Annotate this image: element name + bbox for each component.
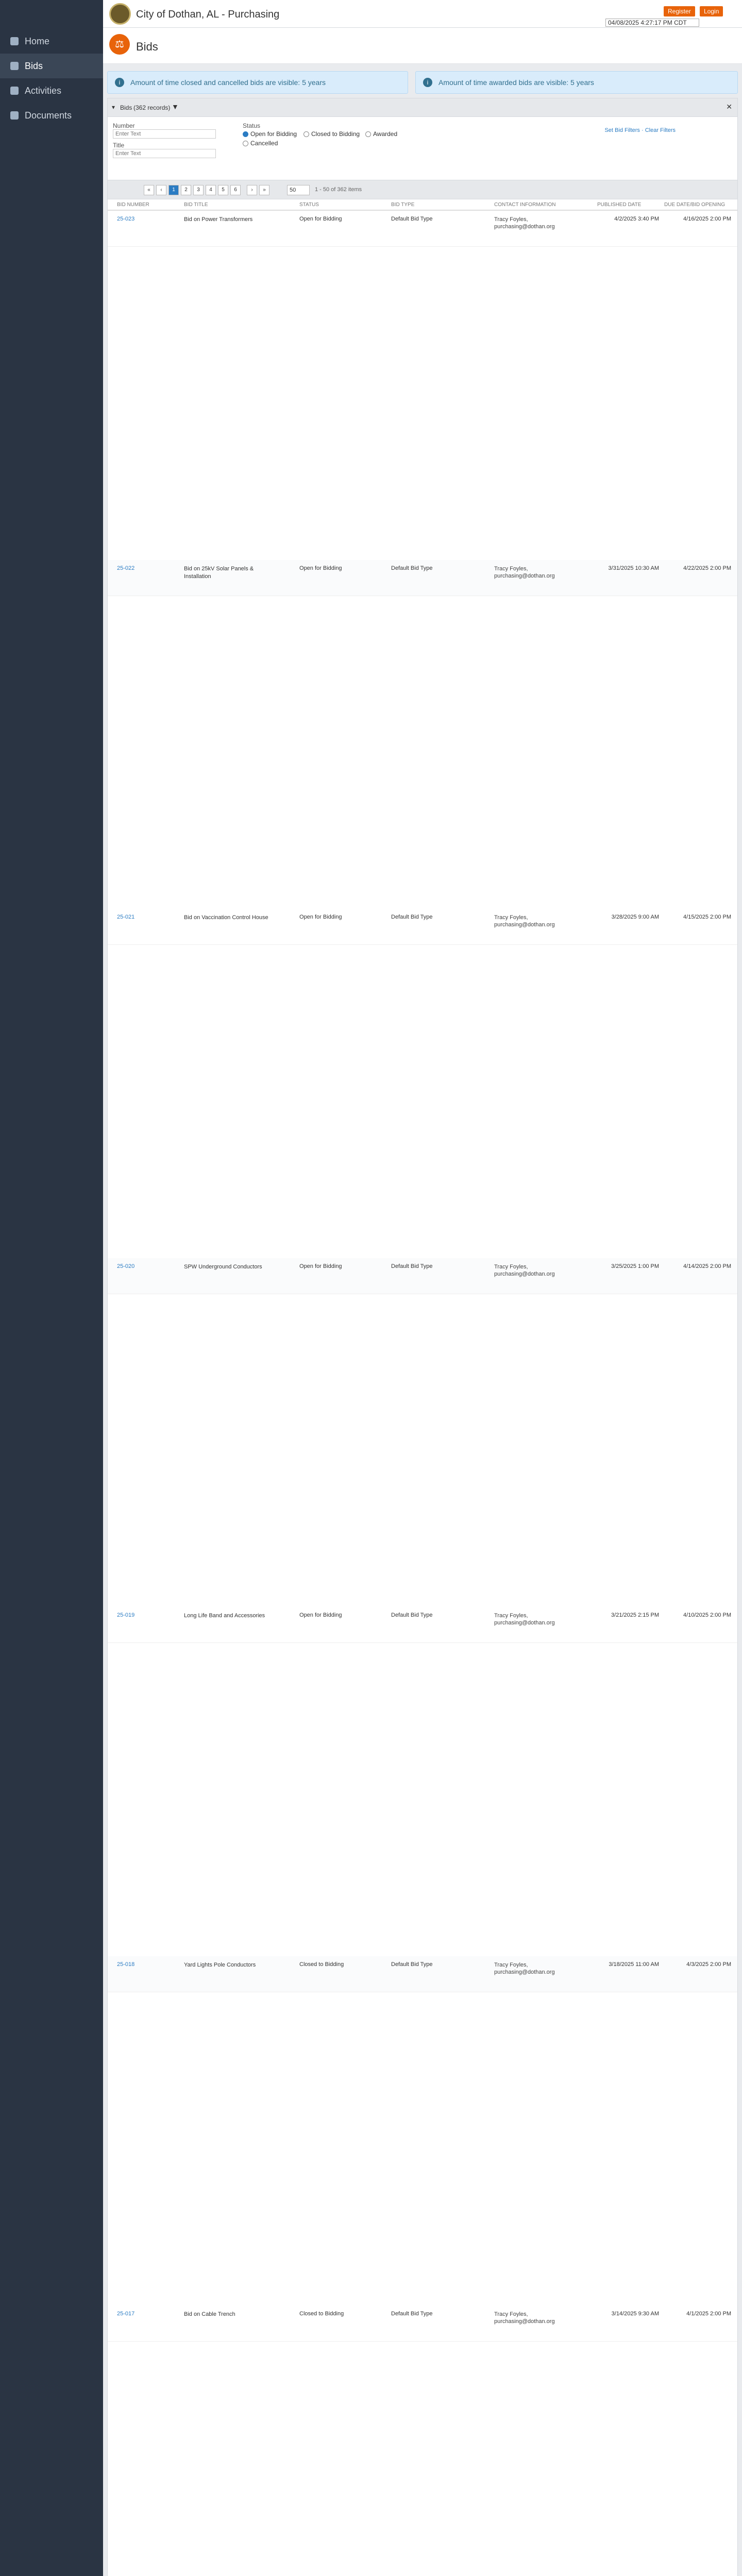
page-size-select[interactable]: 50 xyxy=(287,185,310,195)
status-cancelled-checkbox[interactable] xyxy=(243,140,278,147)
column-header-status[interactable]: STATUS xyxy=(299,202,319,208)
record-count: (362 records) xyxy=(133,104,171,111)
bid-number-link[interactable]: 25-022 xyxy=(117,565,135,571)
status-open-checkbox[interactable] xyxy=(243,130,297,138)
status-option-label: Cancelled xyxy=(250,140,278,147)
sidebar-item-label: Documents xyxy=(25,110,72,121)
awarded-bids-notice xyxy=(415,71,738,94)
bid-published-date: 3/31/2025 10:30 AM xyxy=(608,565,659,571)
bid-number-link[interactable]: 25-019 xyxy=(117,1612,135,1618)
bid-title: Bid on Power Transformers xyxy=(184,216,253,223)
table-row[interactable] xyxy=(108,909,737,945)
table-row[interactable] xyxy=(108,560,737,596)
filter-icon[interactable]: ▼ xyxy=(172,103,179,111)
gavel-icon: ⚖ xyxy=(109,34,130,55)
datetime-display: 04/08/2025 4:27:17 PM CDT xyxy=(605,19,699,27)
document-icon xyxy=(10,111,19,120)
column-header-type[interactable]: BID TYPE xyxy=(391,202,415,208)
filter-bar xyxy=(108,98,737,117)
top-bar xyxy=(103,0,742,28)
table-row[interactable] xyxy=(108,1258,737,1294)
bid-title: Long Life Band and Accessories xyxy=(184,1613,265,1619)
bid-status: Open for Bidding xyxy=(299,914,342,920)
table-row[interactable] xyxy=(108,2306,737,2342)
bid-status: Open for Bidding xyxy=(299,216,342,222)
column-header-published[interactable]: PUBLISHED DATE xyxy=(597,202,642,208)
login-button[interactable]: Login xyxy=(700,6,723,16)
main-content xyxy=(103,64,742,2576)
bid-status: Open for Bidding xyxy=(299,565,342,571)
prev-page-button[interactable]: ‹ xyxy=(156,185,166,195)
bid-published-date: 4/2/2025 3:40 PM xyxy=(614,216,659,222)
bid-status: Closed to Bidding xyxy=(299,2311,344,2317)
title-label: Title xyxy=(113,142,125,149)
bid-published-date: 3/14/2025 9:30 AM xyxy=(611,2311,659,2317)
status-option-label: Closed to Bidding xyxy=(311,130,360,138)
page-button[interactable]: 5 xyxy=(218,185,228,195)
bid-title: SPW Underground Conductors xyxy=(184,1264,262,1270)
bid-status: Closed to Bidding xyxy=(299,1961,344,1968)
table-row[interactable] xyxy=(108,1956,737,1992)
bid-contact: Tracy Foyles, purchasing@dothan.org xyxy=(494,1613,555,1626)
bid-type: Default Bid Type xyxy=(391,1263,433,1269)
page-title: Bids xyxy=(136,40,158,53)
bid-due-date: 4/22/2025 2:00 PM xyxy=(683,565,731,571)
bid-number-link[interactable]: 25-018 xyxy=(117,1961,135,1968)
closed-bids-notice xyxy=(107,71,408,94)
bid-published-date: 3/21/2025 2:15 PM xyxy=(611,1612,659,1618)
info-icon: i xyxy=(423,78,432,87)
bid-contact: Tracy Foyles, purchasing@dothan.org xyxy=(494,2311,555,2325)
bid-due-date: 4/15/2025 2:00 PM xyxy=(683,914,731,920)
bid-status: Open for Bidding xyxy=(299,1612,342,1618)
home-icon xyxy=(10,37,19,45)
bid-type: Default Bid Type xyxy=(391,216,433,222)
bid-number-link[interactable]: 25-017 xyxy=(117,2311,135,2317)
title-input[interactable] xyxy=(113,149,216,158)
sidebar-item-documents[interactable] xyxy=(0,103,103,128)
bid-number-link[interactable]: 25-020 xyxy=(117,1263,135,1269)
bid-due-date: 4/10/2025 2:00 PM xyxy=(683,1612,731,1618)
status-option-label: Awarded xyxy=(373,130,398,138)
bid-published-date: 3/28/2025 9:00 AM xyxy=(611,914,659,920)
radio-icon xyxy=(303,131,309,137)
notice-text: Amount of time awarded bids are visible: 5 years xyxy=(439,78,594,87)
calendar-icon xyxy=(10,87,19,95)
page-button[interactable]: 3 xyxy=(193,185,204,195)
bid-status: Open for Bidding xyxy=(299,1263,342,1269)
bid-due-date: 4/1/2025 2:00 PM xyxy=(686,2311,731,2317)
page-button[interactable]: 1 xyxy=(168,185,179,195)
column-header-number[interactable]: BID NUMBER xyxy=(117,202,149,208)
last-page-button[interactable]: » xyxy=(259,185,269,195)
bid-number-link[interactable]: 25-023 xyxy=(117,216,135,222)
bid-contact: Tracy Foyles, purchasing@dothan.org xyxy=(494,216,555,230)
sidebar-item-bids[interactable] xyxy=(0,54,103,78)
app-title: City of Dothan, AL - Purchasing xyxy=(136,9,280,20)
status-closed-checkbox[interactable] xyxy=(303,130,360,138)
table-header xyxy=(108,199,737,211)
city-seal-logo xyxy=(109,3,131,25)
page-button[interactable]: 4 xyxy=(206,185,216,195)
table-row[interactable] xyxy=(108,1607,737,1643)
bid-published-date: 3/25/2025 1:00 PM xyxy=(611,1263,659,1269)
info-icon: i xyxy=(115,78,124,87)
sidebar-item-label: Bids xyxy=(25,60,43,71)
next-page-button[interactable]: › xyxy=(247,185,257,195)
register-button[interactable]: Register xyxy=(664,6,695,16)
status-option-label: Open for Bidding xyxy=(250,130,297,138)
column-header-title[interactable]: BID TITLE xyxy=(184,202,208,208)
page-header xyxy=(103,28,742,64)
radio-icon xyxy=(243,131,248,137)
sidebar-item-home[interactable] xyxy=(0,29,103,54)
bid-title: Yard Lights Pole Conductors xyxy=(184,1962,256,1968)
bid-due-date: 4/16/2025 2:00 PM xyxy=(683,216,731,222)
bid-type: Default Bid Type xyxy=(391,565,433,571)
bid-title: Bid on Cable Trench xyxy=(184,2311,235,2317)
collapse-icon[interactable]: ▾ xyxy=(112,104,115,111)
column-header-due[interactable]: DUE DATE/BID OPENING xyxy=(664,202,726,208)
table-row[interactable] xyxy=(108,211,737,247)
pager-top xyxy=(108,180,737,199)
bid-published-date: 3/18/2025 11:00 AM xyxy=(609,1961,659,1968)
first-page-button[interactable]: « xyxy=(144,185,154,195)
column-header-contact[interactable]: CONTACT INFORMATION xyxy=(494,202,556,208)
bid-type: Default Bid Type xyxy=(391,1612,433,1618)
filter-links[interactable]: Set Bid Filters · Clear Filters xyxy=(604,127,676,133)
sidebar-item-label: Home xyxy=(25,36,50,46)
number-input[interactable] xyxy=(113,129,216,139)
pager-info: 1 - 50 of 362 items xyxy=(315,187,362,193)
bid-number-link[interactable]: 25-021 xyxy=(117,914,135,920)
gavel-icon xyxy=(10,62,19,70)
bid-title: Bid on Vaccination Control House xyxy=(184,914,268,921)
status-awarded-checkbox[interactable] xyxy=(365,130,397,138)
close-icon[interactable]: ✕ xyxy=(726,103,732,111)
bid-contact: Tracy Foyles, purchasing@dothan.org xyxy=(494,1264,555,1277)
bid-due-date: 4/14/2025 2:00 PM xyxy=(683,1263,731,1269)
bid-due-date: 4/3/2025 2:00 PM xyxy=(686,1961,731,1968)
number-label: Number xyxy=(113,122,135,129)
filter-bar-label: Bids xyxy=(120,104,132,111)
bid-type: Default Bid Type xyxy=(391,1961,433,1968)
radio-icon xyxy=(365,131,371,137)
bid-type: Default Bid Type xyxy=(391,914,433,920)
bid-contact: Tracy Foyles, purchasing@dothan.org xyxy=(494,914,555,928)
bid-title: Bid on 25kV Solar Panels & Installation xyxy=(184,566,254,580)
bid-contact: Tracy Foyles, purchasing@dothan.org xyxy=(494,1962,555,1975)
notice-text: Amount of time closed and cancelled bids are visible: 5 years xyxy=(130,78,326,87)
status-label: Status xyxy=(243,122,261,129)
sidebar-item-label: Activities xyxy=(25,85,62,96)
bids-table-body xyxy=(108,211,737,2576)
radio-icon xyxy=(243,141,248,146)
page-button[interactable]: 2 xyxy=(181,185,191,195)
bid-type: Default Bid Type xyxy=(391,2311,433,2317)
bids-panel xyxy=(107,98,738,2576)
bid-contact: Tracy Foyles, purchasing@dothan.org xyxy=(494,566,555,579)
page-button[interactable]: 6 xyxy=(230,185,241,195)
sidebar-item-activities[interactable] xyxy=(0,78,103,103)
sidebar xyxy=(0,0,103,2576)
